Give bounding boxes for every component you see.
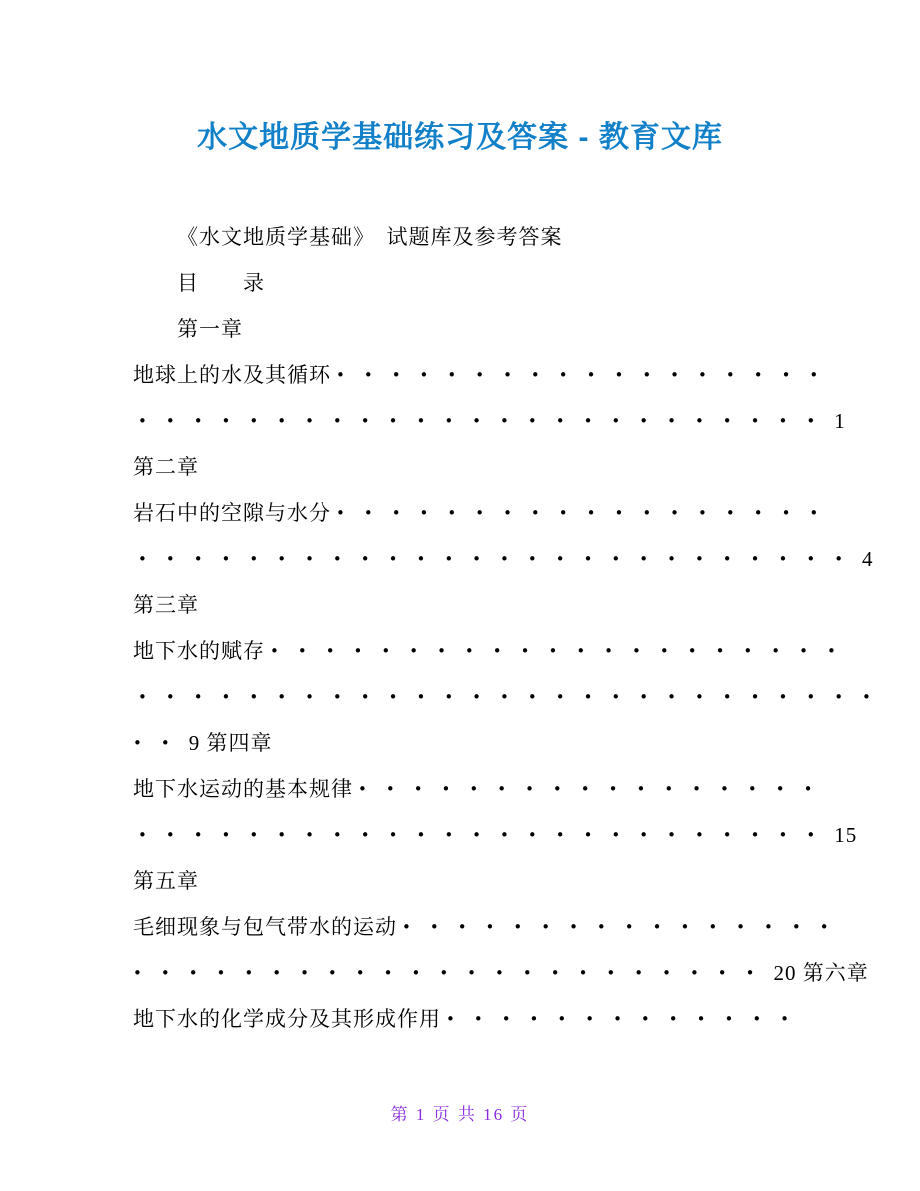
toc-line-dots: •••••••••••••••••••••••: [133, 964, 774, 982]
toc-line: [133, 306, 793, 352]
toc-line: [133, 490, 838, 536]
toc-line-text: 毛细现象与包气带水的运动: [133, 915, 397, 939]
toc-line-page: 15: [834, 823, 858, 847]
toc-line: [133, 858, 793, 904]
toc-line: [133, 950, 869, 996]
toc-line: [133, 904, 848, 950]
toc-line: [133, 582, 793, 628]
toc-line: [133, 766, 832, 812]
toc-line-page: 9 第四章: [188, 731, 273, 755]
toc-line-text: 地下水的化学成分及其形成作用: [133, 1007, 441, 1031]
toc-line: [133, 444, 793, 490]
toc-line-page: 20 第六章: [773, 961, 869, 985]
toc-line: [133, 996, 809, 1042]
toc-line-page: 4: [862, 547, 874, 571]
footer-page-info: 第 1 页 共 16 页: [390, 1105, 530, 1124]
toc-line-text: 《水文地质学基础》 试题库及参考答案: [177, 225, 563, 249]
toc-line-text: 第一章: [177, 317, 243, 341]
toc-line-text: 地下水的赋存: [133, 639, 265, 663]
toc-line: [133, 812, 858, 858]
toc-line-dots: •••••••••••••••••••••••••: [138, 412, 835, 430]
toc-line-dots: •••••••••••••••••••••••••: [138, 826, 835, 844]
toc-line-dots: ••••••••••••••••••: [336, 504, 838, 522]
toc-line-page: 1: [834, 409, 846, 433]
toc-line-text: 岩石中的空隙与水分: [133, 501, 331, 525]
toc-line: [133, 214, 793, 260]
toc-line: [133, 398, 846, 444]
toc-line: [133, 260, 793, 306]
toc-line-dots: ••••••••••••••••••••••••••: [138, 550, 863, 568]
document-title: 水文地质学基础练习及答案 - 教育文库: [197, 121, 723, 154]
toc-line: [133, 628, 855, 674]
toc-line: [133, 720, 793, 766]
toc-line-dots: •••••••••••••••••: [358, 780, 832, 798]
toc-line-text: 第二章: [133, 455, 199, 479]
toc-line: [133, 536, 874, 582]
toc-line: [133, 674, 890, 720]
toc-line-dots: •••••••••••••••••••••••••••: [138, 688, 890, 706]
toc-line-text: 地球上的水及其循环: [133, 363, 331, 387]
toc-line-dots: ••••••••••••••••: [402, 918, 848, 936]
toc-line-dots: •••••••••••••: [446, 1010, 809, 1028]
toc-line-dots: ••••••••••••••••••: [336, 366, 838, 384]
table-of-contents: [133, 214, 890, 1042]
toc-line-dots: ••: [133, 734, 189, 752]
toc-line-text: 第三章: [133, 593, 199, 617]
toc-line-text: 目 录: [177, 271, 265, 295]
toc-line-text: 第五章: [133, 869, 199, 893]
toc-line: [133, 352, 838, 398]
toc-line-text: 地下水运动的基本规律: [133, 777, 353, 801]
toc-line-dots: •••••••••••••••••••••: [270, 642, 855, 660]
